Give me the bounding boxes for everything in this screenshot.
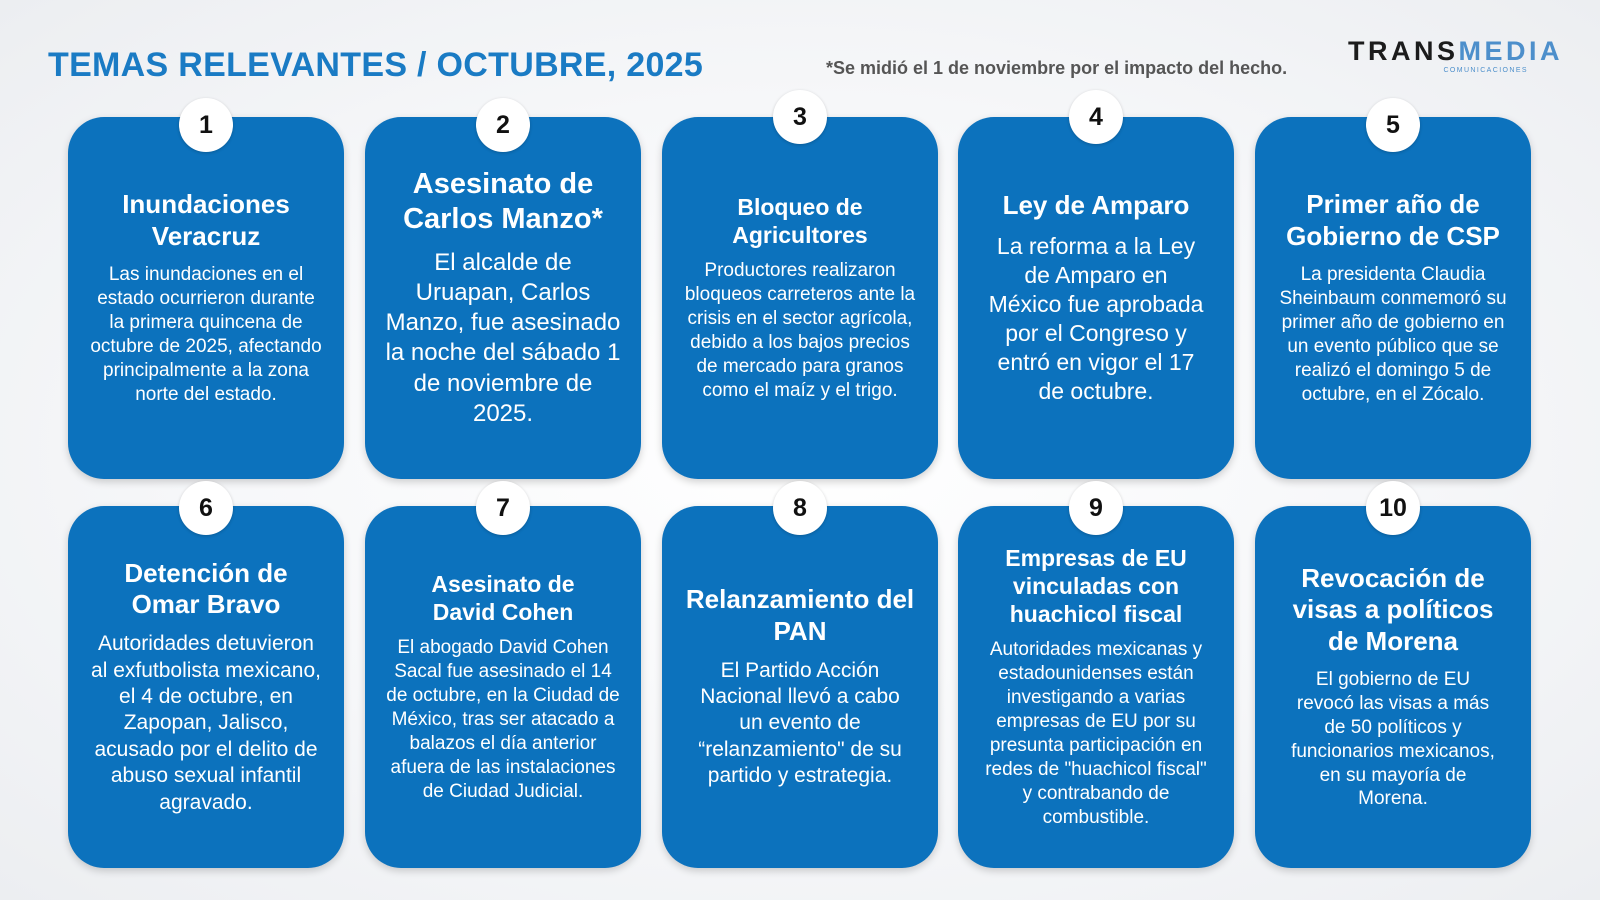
topic-number-badge: 10 (1366, 481, 1420, 535)
topic-card-3 (662, 117, 938, 479)
topic-text: Las inundaciones en el estado ocurrieron durante la primera quincena de octubre de 2025, afectando principalmente a la zona norte del estado. (90, 263, 322, 405)
topic-number-badge: 8 (773, 481, 827, 535)
topic-title: Bloqueo de Agricultores (732, 194, 868, 249)
topic-card-7 (365, 506, 641, 868)
topic-text: El Partido Acción Nacional llevó a cabo un evento de “relanzamiento" de su partido y estrategia. (698, 658, 902, 788)
topic-card-6 (68, 506, 344, 868)
measurement-note: *Se midió el 1 de noviembre por el impacto del hecho. (826, 58, 1288, 78)
topic-card-1 (68, 117, 344, 479)
topic-card-4 (958, 117, 1234, 479)
topic-number-badge: 9 (1069, 481, 1123, 535)
topic-text: Autoridades mexicanas y estadounidenses están investigando a varias empresas de EU por su presunta participación en redes de "huachicol fiscal" y contrabando de combustible. (985, 639, 1207, 828)
topic-title: Asesinato de Carlos Manzo* (403, 167, 603, 236)
topic-text: La reforma a la Ley de Amparo en México fue aprobada por el Congreso y entró en vigor el 17 de octubre. (988, 232, 1204, 404)
logo-subtitle: COMUNICACIONES (1443, 67, 1528, 74)
topic-title: Revocación de visas a políticos de Morena (1292, 562, 1494, 657)
topic-title: Asesinato de David Cohen (431, 571, 575, 626)
topic-card-10 (1255, 506, 1531, 868)
topic-number-badge: 3 (773, 90, 827, 144)
topic-number-badge: 1 (179, 98, 233, 152)
topic-text: El abogado David Cohen Sacal fue asesinado el 14 de octubre, en la Ciudad de México, tras ser atacado a balazos el día anterior afuera de las instalaciones de Ciudad Judicial. (386, 637, 620, 802)
topic-text: La presidenta Claudia Sheinbaum conmemoró su primer año de gobierno en un evento público que se realizó el domingo 5 de octubre, en el Zócalo. (1279, 263, 1507, 405)
topic-number-badge: 6 (179, 481, 233, 535)
topic-number-badge: 5 (1366, 98, 1420, 152)
transmedia-logo (1348, 36, 1563, 74)
logo-part-trans: TRANS (1348, 36, 1459, 66)
topic-title: Empresas de EU vinculadas con huachicol fiscal (1005, 545, 1187, 628)
topic-number-badge: 2 (476, 98, 530, 152)
page-title: TEMAS RELEVANTES / OCTUBRE, 2025 (48, 46, 704, 84)
topic-number-badge: 4 (1069, 90, 1123, 144)
topic-card-8 (662, 506, 938, 868)
topic-card-5 (1255, 117, 1531, 479)
logo-part-media: MEDIA (1458, 36, 1563, 66)
topic-text: Autoridades detuvieron al exfutbolista mexicano, el 4 de octubre, en Zapopan, Jalisco, acusado por el delito de abuso sexual infantil agravado. (91, 632, 321, 814)
topic-title: Relanzamiento del PAN (685, 584, 915, 646)
topic-text: El gobierno de EU revocó las visas a más de 50 políticos y funcionarios mexicanos, en su mayoría de Morena. (1291, 668, 1495, 810)
topic-number-badge: 7 (476, 481, 530, 535)
topic-card-9 (958, 506, 1234, 868)
topic-title: Detención de Omar Bravo (124, 557, 288, 620)
topic-card-2 (365, 117, 641, 479)
logo-wordmark (1348, 36, 1563, 66)
topic-text: Productores realizaron bloqueos carreteros ante la crisis en el sector agrícola, debido a los bajos precios de mercado para granos como el maíz y el trigo. (684, 260, 916, 401)
topic-title: Ley de Amparo (1002, 190, 1190, 221)
topic-title: Inundaciones Veracruz (122, 189, 290, 252)
topic-title: Primer año de Gobierno de CSP (1286, 189, 1500, 252)
topic-text: El alcalde de Uruapan, Carlos Manzo, fue asesinado la noche del sábado 1 de noviembre de 2025. (385, 248, 621, 427)
